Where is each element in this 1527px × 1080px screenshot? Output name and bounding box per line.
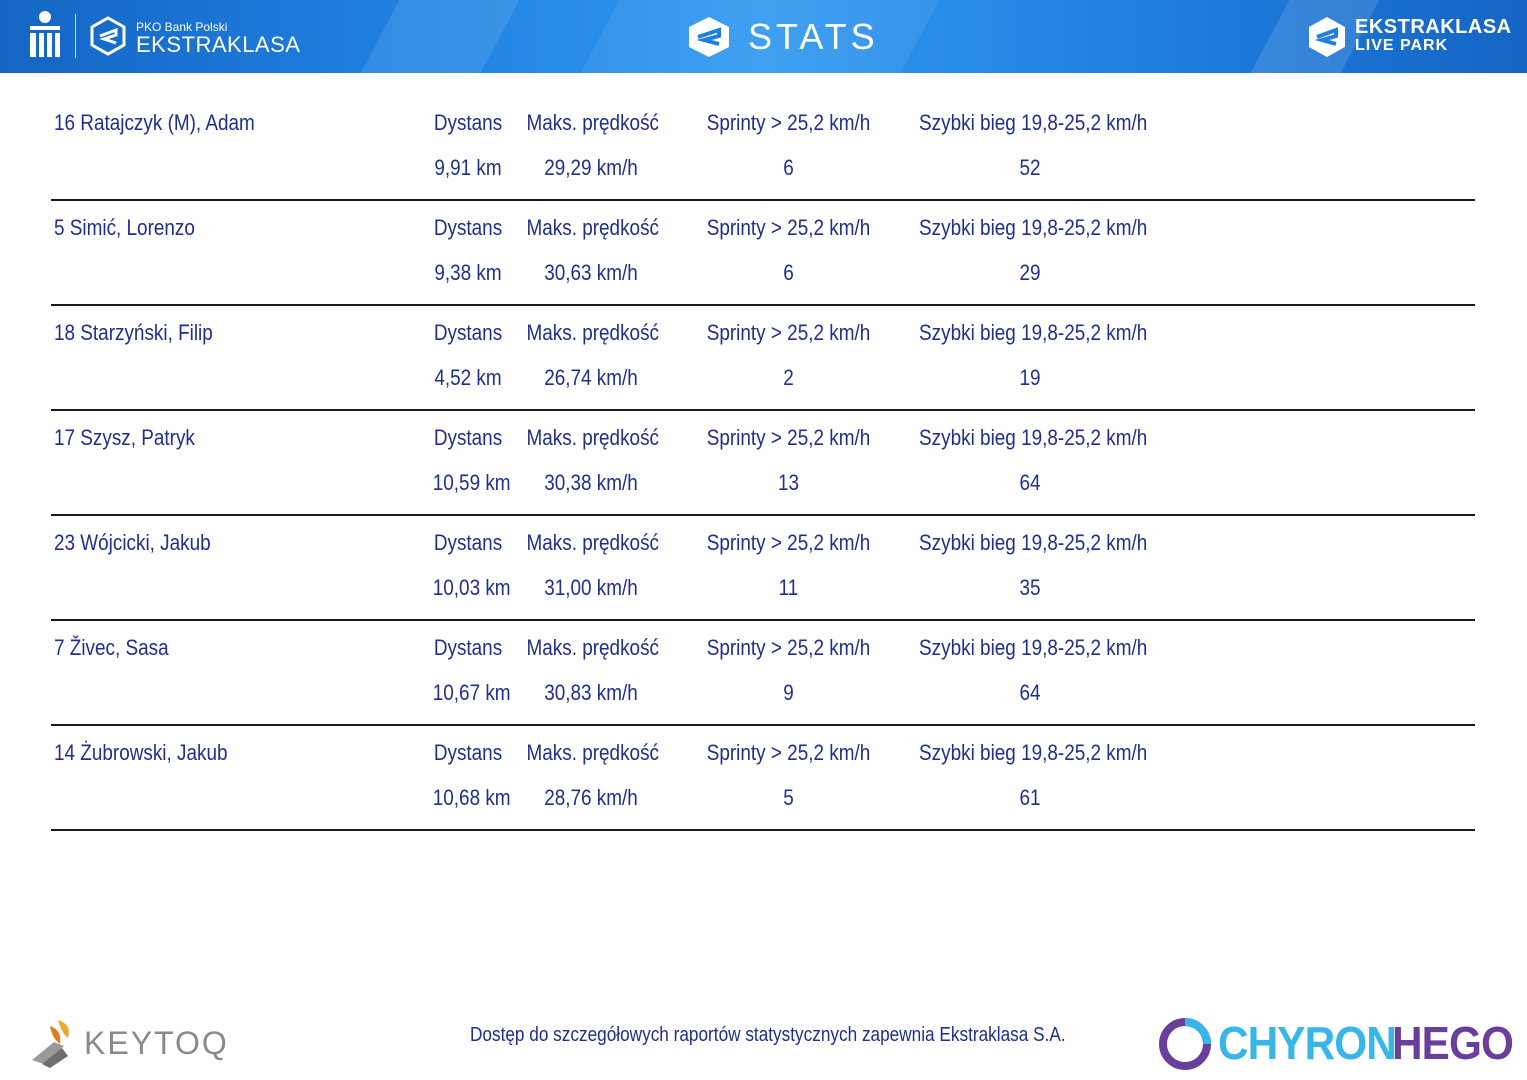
ekstraklasa-logo-icon: [88, 16, 128, 56]
player-row: [51, 621, 1475, 726]
sprints-label: Sprinty > 25,2 km/h: [706, 215, 871, 240]
sprints-value: 13: [777, 470, 800, 495]
chyronhego-logo-text-chyron: CHYRON: [1218, 1017, 1396, 1069]
distance-value: 4,52 km: [434, 365, 502, 390]
distance-value: 10,68 km: [432, 785, 511, 810]
player-name: 16 Ratajczyk (M), Adam: [54, 110, 255, 135]
distance-label: Dystans: [433, 635, 503, 660]
player-row: [51, 96, 1475, 201]
max-speed-label: Maks. prędkość: [526, 425, 659, 450]
fast-run-label: Szybki bieg 19,8-25,2 km/h: [919, 215, 1148, 240]
pko-bank-logo-icon: [26, 10, 64, 60]
sprints-label: Sprinty > 25,2 km/h: [706, 740, 871, 765]
max-speed-label: Maks. prędkość: [526, 320, 659, 345]
live-park-subtitle: LIVE PARK: [1355, 37, 1449, 54]
footer-note: Dostęp do szczegółowych raportów statystycznych zapewnia Ekstraklasa S.A.: [470, 1024, 1066, 1046]
sprints-label: Sprinty > 25,2 km/h: [706, 635, 871, 660]
chyronhego-logo-icon: [1157, 1017, 1213, 1071]
header-decor-stripe: [361, 0, 520, 73]
sprints-value: 2: [783, 365, 794, 390]
fast-run-label: Szybki bieg 19,8-25,2 km/h: [919, 425, 1148, 450]
fast-run-value: 64: [1019, 470, 1041, 495]
max-speed-value: 30,63 km/h: [544, 260, 638, 285]
chyronhego-logo-text-hego: HEGO: [1392, 1017, 1513, 1069]
max-speed-label: Maks. prędkość: [526, 215, 659, 240]
max-speed-value: 31,00 km/h: [544, 575, 638, 600]
player-name: 17 Szysz, Patryk: [54, 425, 195, 450]
fast-run-value: 52: [1019, 155, 1041, 180]
max-speed-label: Maks. prędkość: [526, 740, 659, 765]
max-speed-label: Maks. prędkość: [526, 110, 659, 135]
max-speed-value: 30,83 km/h: [544, 680, 638, 705]
distance-value: 9,91 km: [434, 155, 502, 180]
distance-value: 10,59 km: [432, 470, 511, 495]
fast-run-label: Szybki bieg 19,8-25,2 km/h: [919, 110, 1148, 135]
keytoq-logo-icon: [28, 1016, 78, 1068]
max-speed-label: Maks. prędkość: [526, 635, 659, 660]
sprints-label: Sprinty > 25,2 km/h: [706, 110, 871, 135]
player-name: 18 Starzyński, Filip: [54, 320, 213, 345]
sprints-label: Sprinty > 25,2 km/h: [706, 530, 871, 555]
max-speed-label: Maks. prędkość: [526, 530, 659, 555]
player-stats-list: [51, 96, 1475, 831]
fast-run-value: 35: [1019, 575, 1041, 600]
player-name: 7 Živec, Sasa: [54, 635, 169, 660]
keytoq-logo-text: KEYTOQ: [84, 1025, 229, 1061]
player-row: [51, 726, 1475, 831]
fast-run-label: Szybki bieg 19,8-25,2 km/h: [919, 635, 1148, 660]
sprints-value: 6: [783, 155, 794, 180]
logo-divider: [75, 14, 76, 58]
distance-value: 9,38 km: [434, 260, 502, 285]
page-title: STATS: [748, 16, 879, 57]
max-speed-value: 29,29 km/h: [544, 155, 638, 180]
player-name: 14 Żubrowski, Jakub: [54, 740, 228, 765]
distance-label: Dystans: [433, 215, 503, 240]
sprints-value: 6: [783, 260, 794, 285]
fast-run-label: Szybki bieg 19,8-25,2 km/h: [919, 320, 1148, 345]
player-row: [51, 516, 1475, 621]
max-speed-value: 26,74 km/h: [544, 365, 638, 390]
fast-run-label: Szybki bieg 19,8-25,2 km/h: [919, 740, 1148, 765]
live-park-logo-icon: [1305, 15, 1349, 59]
distance-value: 10,67 km: [432, 680, 511, 705]
fast-run-value: 29: [1019, 260, 1041, 285]
player-name: 5 Simić, Lorenzo: [54, 215, 195, 240]
distance-label: Dystans: [433, 320, 503, 345]
fast-run-label: Szybki bieg 19,8-25,2 km/h: [919, 530, 1148, 555]
sprints-value: 9: [783, 680, 794, 705]
header-bar: [0, 0, 1527, 73]
distance-label: Dystans: [433, 110, 503, 135]
distance-label: Dystans: [433, 740, 503, 765]
sprints-value: 5: [783, 785, 794, 810]
sprints-value: 11: [778, 575, 799, 600]
max-speed-value: 28,76 km/h: [544, 785, 638, 810]
fast-run-value: 61: [1019, 785, 1041, 810]
live-park-title: EKSTRAKLASA: [1355, 16, 1512, 38]
player-row: [51, 201, 1475, 306]
ekstraklasa-name: EKSTRAKLASA: [136, 32, 301, 57]
ekstraklasa-e-icon: [685, 15, 733, 59]
player-row: [51, 411, 1475, 516]
distance-label: Dystans: [433, 530, 503, 555]
fast-run-value: 64: [1019, 680, 1041, 705]
player-row: [51, 306, 1475, 411]
player-name: 23 Wójcicki, Jakub: [54, 530, 211, 555]
distance-label: Dystans: [433, 425, 503, 450]
distance-value: 10,03 km: [432, 575, 511, 600]
fast-run-value: 19: [1019, 365, 1041, 390]
pko-bank-name: PKO Bank Polski: [136, 20, 228, 34]
sprints-label: Sprinty > 25,2 km/h: [706, 425, 871, 450]
max-speed-value: 30,38 km/h: [544, 470, 638, 495]
sprints-label: Sprinty > 25,2 km/h: [706, 320, 871, 345]
